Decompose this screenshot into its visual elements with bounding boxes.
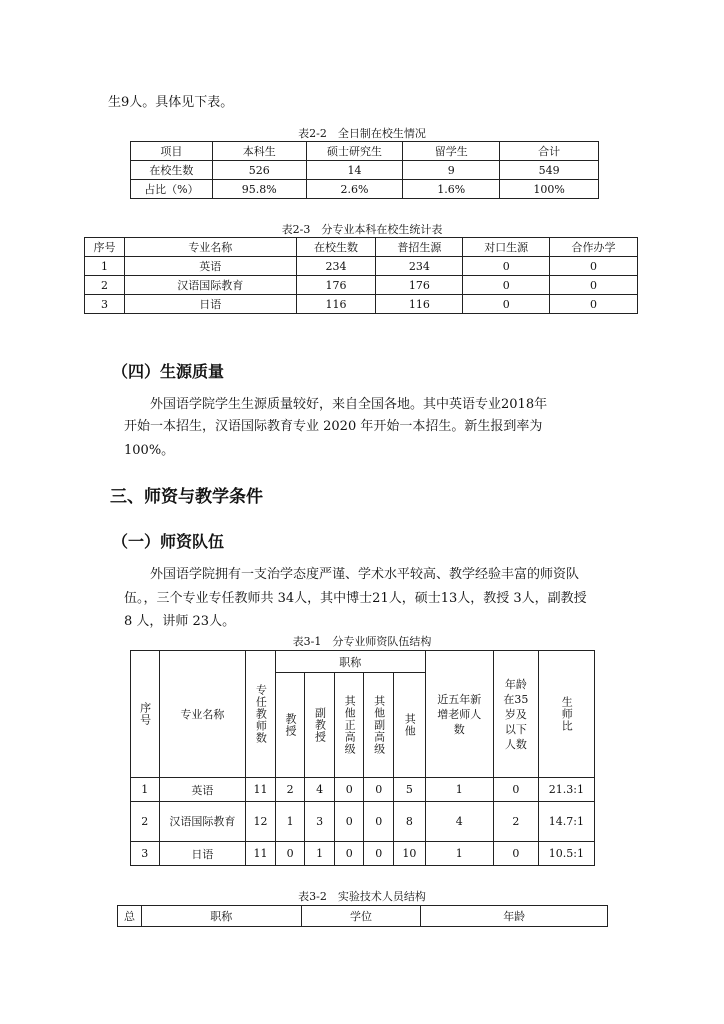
cell: 1 <box>425 778 493 802</box>
section-4-line-3: 100%。 <box>124 443 175 458</box>
table-row <box>85 295 638 314</box>
cell: 10.5:1 <box>538 842 594 866</box>
cell: 116 <box>376 295 463 314</box>
table-3-1-caption: 表3-1 分专业师资队伍结构 <box>292 635 432 648</box>
header-professor: 教授 <box>275 673 305 778</box>
header-cell: 在校生数 <box>296 238 376 257</box>
table-2-2-caption: 表2-2 全日制在校生情况 <box>298 127 426 140</box>
table-row <box>131 842 595 866</box>
table-3-2 <box>117 905 608 927</box>
cell: 0 <box>275 842 305 866</box>
table-row <box>131 778 595 802</box>
cell: 0 <box>463 257 550 276</box>
cell: 英语 <box>159 778 246 802</box>
header-fulltime: 专任教师数 <box>246 651 276 778</box>
table-row <box>131 161 599 180</box>
header-assoc: 副教授 <box>305 673 335 778</box>
header-cell: 本科生 <box>212 142 306 161</box>
section-1-line-3: 8 人，讲师 23人。 <box>124 614 236 629</box>
header-cell: 总 <box>118 906 142 927</box>
header-under35: 年龄在35岁及以下人数 <box>493 651 538 778</box>
cell: 234 <box>376 257 463 276</box>
table-2-2 <box>130 141 599 199</box>
cell: 21.3:1 <box>538 778 594 802</box>
header-cell: 留学生 <box>403 142 500 161</box>
cell: 100% <box>500 180 599 199</box>
table-3-1 <box>130 650 595 866</box>
header-seq: 序号 <box>131 651 160 778</box>
cell: 汉语国际教育 <box>159 802 246 842</box>
header-other: 其他 <box>394 673 426 778</box>
header-cell: 专业名称 <box>124 238 296 257</box>
cell: 14 <box>306 161 403 180</box>
cell: 日语 <box>159 842 246 866</box>
table-row <box>131 180 599 199</box>
cell: 占比（%） <box>131 180 213 199</box>
table-row <box>85 257 638 276</box>
cell: 2 <box>493 802 538 842</box>
table-2-3-caption: 表2-3 分专业本科在校生统计表 <box>281 223 443 236</box>
cell: 日语 <box>124 295 296 314</box>
cell: 英语 <box>124 257 296 276</box>
table-3-2-caption: 表3-2 实验技术人员结构 <box>298 890 426 903</box>
cell: 3 <box>131 842 160 866</box>
cell: 3 <box>305 802 335 842</box>
cell: 95.8% <box>212 180 306 199</box>
cell: 2 <box>131 802 160 842</box>
table-row <box>85 276 638 295</box>
cell: 1 <box>131 778 160 802</box>
header-cell: 普招生源 <box>376 238 463 257</box>
header-new5: 近五年新增老师人数 <box>425 651 493 778</box>
cell: 5 <box>394 778 426 802</box>
cell: 汉语国际教育 <box>124 276 296 295</box>
cell: 1 <box>425 842 493 866</box>
section-4-line-1: 外国语学院学生生源质量较好，来自全国各地。其中英语专业2018年 <box>150 397 548 412</box>
cell: 9 <box>403 161 500 180</box>
header-cell: 职称 <box>141 906 301 927</box>
cell: 0 <box>550 295 638 314</box>
header-cell: 年龄 <box>421 906 608 927</box>
cell: 0 <box>334 778 364 802</box>
cell: 0 <box>550 276 638 295</box>
cell: 0 <box>364 778 394 802</box>
cell: 0 <box>334 802 364 842</box>
cell: 11 <box>246 842 276 866</box>
header-cell: 合计 <box>500 142 599 161</box>
cell: 2 <box>275 778 305 802</box>
header-cell: 硕士研究生 <box>306 142 403 161</box>
cell: 0 <box>364 802 394 842</box>
header-cell: 项目 <box>131 142 213 161</box>
chapter-3-heading: 三、师资与教学条件 <box>110 487 263 507</box>
header-major: 专业名称 <box>159 651 246 778</box>
cell: 0 <box>334 842 364 866</box>
cell: 12 <box>246 802 276 842</box>
header-cell: 序号 <box>85 238 125 257</box>
section-1-heading: （一）师资队伍 <box>112 532 225 551</box>
cell: 1 <box>305 842 335 866</box>
header-other-senior: 其他正高级 <box>334 673 364 778</box>
header-cell: 学位 <box>301 906 421 927</box>
cell: 0 <box>364 842 394 866</box>
cell: 0 <box>493 842 538 866</box>
section-4-line-2: 开始一本招生，汉语国际教育专业 2020 年开始一本招生。新生报到率为 <box>124 419 543 434</box>
cell: 549 <box>500 161 599 180</box>
cell: 526 <box>212 161 306 180</box>
cell: 116 <box>296 295 376 314</box>
cell: 4 <box>425 802 493 842</box>
cell: 2.6% <box>306 180 403 199</box>
section-1-line-1: 外国语学院拥有一支治学态度严谨、学术水平较高、教学经验丰富的师资队 <box>150 567 580 582</box>
cell: 0 <box>493 778 538 802</box>
cell: 14.7:1 <box>538 802 594 842</box>
table-2-3 <box>84 237 638 314</box>
section-4-heading: （四）生源质量 <box>112 362 225 381</box>
cell: 1 <box>275 802 305 842</box>
header-title-group: 职称 <box>275 651 425 673</box>
cell: 0 <box>463 276 550 295</box>
section-1-line-2: 伍。，三个专业专任教师共 34人，其中博士21人，硕士13人，教授 3人，副教授 <box>124 591 587 606</box>
cell: 1.6% <box>403 180 500 199</box>
cell: 0 <box>550 257 638 276</box>
header-cell: 合作办学 <box>550 238 638 257</box>
header-ratio: 生师比 <box>538 651 594 778</box>
header-other-assoc: 其他副高级 <box>364 673 394 778</box>
cell: 176 <box>296 276 376 295</box>
cell: 2 <box>85 276 125 295</box>
cell: 10 <box>394 842 426 866</box>
header-cell: 对口生源 <box>463 238 550 257</box>
cell: 8 <box>394 802 426 842</box>
cell: 176 <box>376 276 463 295</box>
cell: 0 <box>463 295 550 314</box>
cell: 234 <box>296 257 376 276</box>
cell: 在校生数 <box>131 161 213 180</box>
cell: 4 <box>305 778 335 802</box>
table-row <box>131 802 595 842</box>
intro-line: 生9人。具体见下表。 <box>108 95 234 110</box>
cell: 3 <box>85 295 125 314</box>
cell: 11 <box>246 778 276 802</box>
cell: 1 <box>85 257 125 276</box>
